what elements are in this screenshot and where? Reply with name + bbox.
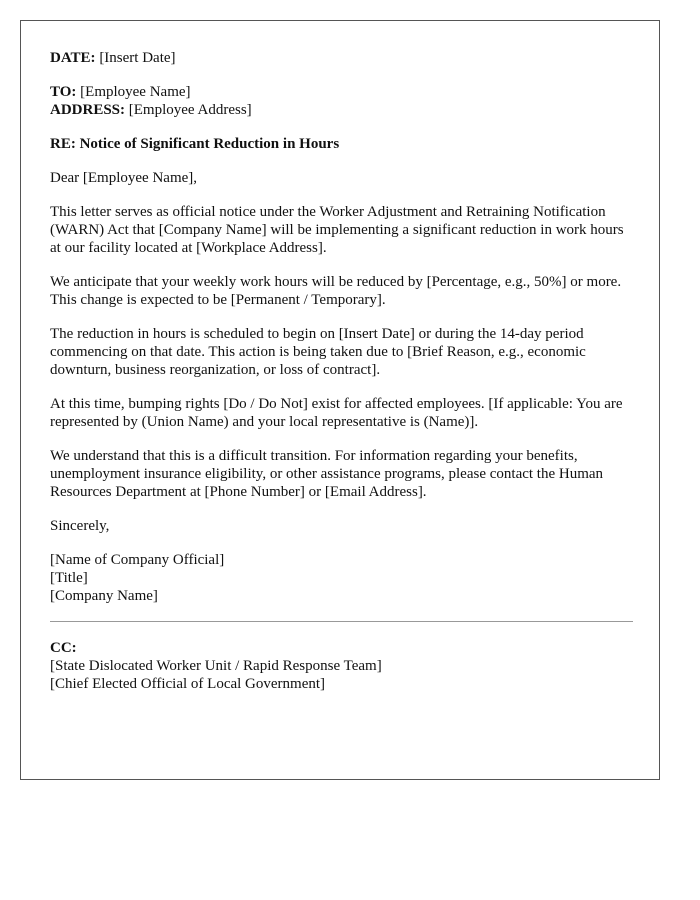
body-paragraph-5: We understand that this is a difficult transition. For information regarding your benefits, unemployment insurance eligibility, or other assistance programs, please contact the Human Resources Department at [Phone Number] or [Email Address]. [50,448,604,500]
address-value: [Employee Address] [128,102,252,118]
body-paragraph-1: This letter serves as official notice under the Worker Adjustment and Retraining Notification (WARN) Act that [Company Name] will be implementing a significant reduction in work hours at our facility located at [Workplace Address]. [50,204,624,256]
to-value: [Employee Name] [80,84,191,100]
address-line [50,101,635,119]
signature-block [50,551,635,605]
date-line [50,49,635,67]
address-label: ADDRESS: [50,102,126,118]
body-paragraph-2: We anticipate that your weekly work hours will be reduced by [Percentage, e.g., 50%] or more. This change is expected to be [Permanent / Temporary]. [50,274,622,308]
letter-page [20,20,660,780]
subject-line: RE: Notice of Significant Reduction in Hours [50,136,340,152]
date-value: [Insert Date] [99,50,176,66]
signatory-company: [Company Name] [50,588,158,604]
to-label: TO: [50,84,77,100]
section-divider [50,621,633,622]
signatory-name: [Name of Company Official] [50,552,225,568]
salutation: Dear [Employee Name], [50,170,198,186]
date-label: DATE: [50,50,96,66]
signatory-title: [Title] [50,570,88,586]
cc-block [50,639,635,693]
cc-label: CC: [50,640,77,656]
cc-recipient: [State Dislocated Worker Unit / Rapid Response Team] [50,658,382,674]
letter-content [50,49,635,693]
to-line [50,83,635,101]
body-paragraph-4: At this time, bumping rights [Do / Do Not] exist for affected employees. [If applicable: You are represented by (Union Name) and your local representative is (Name)]. [50,396,623,430]
cc-recipient: [Chief Elected Official of Local Government] [50,676,326,692]
body-paragraph-3: The reduction in hours is scheduled to begin on [Insert Date] or during the 14-day period commencing on that date. This action is being taken due to [Brief Reason, e.g., economic downturn, business reorganization, or loss of contract]. [50,326,586,378]
closing: Sincerely, [50,518,110,534]
